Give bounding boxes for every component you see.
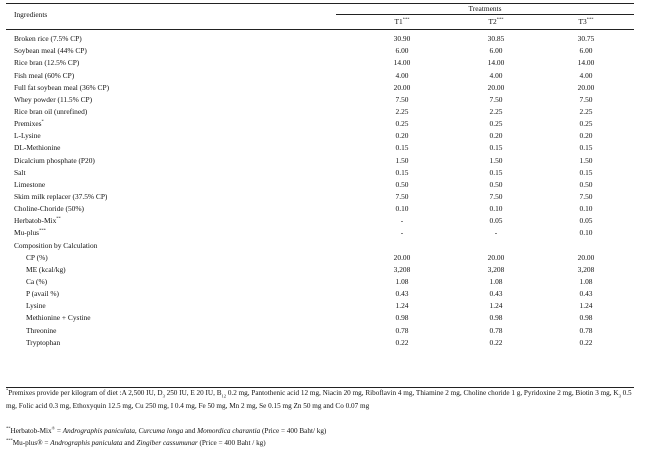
ingredient-name: Fish meal (60% CP)	[14, 70, 75, 80]
value-t2: 1.08	[489, 277, 503, 286]
footnote-premix: *Premixes provide per kilogram of diet :A 2,500 IU, $D_3$ 250 IU, E 20 IU, $B_{12}$ 0.2 mg, Pantothenic acid 12 mg, Niacin 20 mg, Riboflavin 4 mg, Thiamine 2 mg, Choline choride 1 g, Pyridoxine 2 mg, Biotin 3 mg, $K_3$ 0.5 mg, Folic acid 0.3 mg, Ethoxyquin 12.5 mg, Cu 250 mg, I 0.4 mg, Fe 50 mg, Mn 2 mg, Se 0.15 mg Zn 50 mg and Co 0.07 mg	[6, 387, 632, 410]
value-t2: 3,208	[487, 264, 505, 274]
value-t3: 0.05	[579, 216, 593, 226]
table-row	[6, 95, 634, 105]
footnote-mark: *	[41, 118, 44, 124]
nutrient-name: Lysine	[26, 301, 46, 311]
value-t1: -	[400, 228, 404, 238]
treatments-header: Treatments	[468, 4, 502, 13]
value-t1: 20.00	[393, 252, 411, 262]
value-t2: 0.15	[489, 143, 503, 153]
composition-title: Composition by Calculation	[14, 240, 98, 250]
value-t3: 0.10	[579, 228, 593, 238]
value-t1: 20.00	[393, 82, 411, 92]
ingredient-name: Premixes*	[14, 118, 44, 128]
value-t1: 6.00	[395, 46, 409, 56]
ingredient-name: Choline-Choride (50%)	[14, 204, 84, 214]
value-t3: 14.00	[577, 58, 595, 68]
value-t3: 0.43	[579, 289, 593, 299]
table-row	[6, 58, 634, 68]
value-t2: 0.25	[489, 119, 503, 128]
value-t2: 20.00	[487, 252, 505, 262]
nutrient-name: Methionine + Cystine	[26, 313, 91, 323]
value-t1: 2.25	[395, 106, 409, 116]
value-t1: 0.98	[395, 313, 409, 323]
ingredient-name: DL-Methionine	[14, 143, 61, 153]
table-row	[6, 253, 634, 263]
value-t2: 4.00	[489, 70, 503, 80]
table-row	[6, 289, 634, 299]
value-t1: -	[400, 216, 404, 226]
value-t3: 7.50	[579, 94, 593, 104]
value-t2: 0.20	[489, 131, 503, 141]
footnote-herbatob: **Herbatob-Mix® = Andrographis paniculata, Curcuma longa and Momordica charantia (Price = 400 Baht/ kg)	[6, 425, 327, 435]
table-row	[6, 180, 634, 190]
column-header-t3: T3***	[578, 16, 594, 26]
ingredient-name: Skim milk replacer (37.5% CP)	[14, 192, 108, 201]
nutrient-name: Threonine	[26, 325, 57, 335]
footnote-muplus: ***Mu-plus® = Andrographis paniculata and Zingiber cassumunar (Price = 400 Baht / kg)	[6, 437, 266, 447]
value-t2: 0.50	[489, 179, 503, 189]
value-t1: 3,208	[393, 264, 411, 274]
value-t2: 7.50	[489, 94, 503, 104]
value-t3: 6.00	[579, 46, 593, 56]
value-t1: 0.78	[395, 325, 409, 335]
value-t3: 0.15	[579, 143, 593, 153]
table-row	[6, 168, 634, 178]
value-t3: 1.08	[579, 277, 593, 286]
value-t1: 0.25	[395, 119, 409, 128]
value-t2: 0.98	[489, 313, 503, 323]
value-t3: 1.24	[579, 301, 593, 311]
table-row	[6, 228, 634, 238]
value-t1: 0.50	[395, 179, 409, 189]
value-t2: 7.50	[489, 192, 503, 201]
value-t1: 0.43	[395, 289, 409, 299]
value-t2: -	[494, 228, 498, 238]
table-row	[6, 192, 634, 202]
ingredient-name: Mu-plus***	[14, 227, 46, 238]
table-row	[6, 301, 634, 311]
value-t2: 20.00	[487, 82, 505, 92]
value-t2: 0.43	[489, 289, 503, 299]
nutrient-name: P (avail %)	[26, 289, 59, 299]
value-t3: 0.78	[579, 325, 593, 335]
composition-title-row	[6, 241, 634, 251]
footnote-mark: **	[56, 215, 61, 221]
value-t3: 0.20	[579, 131, 593, 141]
table-row	[6, 326, 634, 336]
ingredient-name: Herbatob-Mix**	[14, 215, 61, 226]
table-row	[6, 107, 634, 117]
value-t3: 0.15	[579, 167, 593, 177]
ingredients-header: Ingredients	[14, 10, 48, 19]
value-t3: 0.98	[579, 313, 593, 323]
ingredient-name: Rice bran (12.5% CP)	[14, 58, 80, 68]
table-row	[6, 71, 634, 81]
value-t1: 30.90	[393, 34, 411, 43]
value-t2: 0.78	[489, 325, 503, 335]
value-t2: 6.00	[489, 46, 503, 56]
table-row	[6, 143, 634, 153]
value-t2: 0.05	[489, 216, 503, 226]
table-row	[6, 313, 634, 323]
nutrient-name: ME (kcal/kg)	[26, 264, 66, 274]
value-t3: 0.22	[579, 337, 593, 347]
value-t3: 2.25	[579, 106, 593, 116]
table-row	[6, 204, 634, 214]
table-row	[6, 131, 634, 141]
value-t3: 20.00	[577, 82, 595, 92]
ingredient-name: L-Lysine	[14, 131, 41, 141]
value-t2: 14.00	[487, 58, 505, 68]
ingredient-name: Dicalcium phosphate (P20)	[14, 155, 95, 165]
nutrient-name: CP (%)	[26, 252, 48, 262]
table-row	[6, 83, 634, 93]
value-t3: 3,208	[577, 264, 595, 274]
value-t1: 0.20	[395, 131, 409, 141]
column-header-t1: T1***	[394, 16, 410, 26]
value-t1: 1.50	[395, 155, 409, 165]
table-row	[6, 46, 634, 56]
table-row	[6, 119, 634, 129]
table-row	[6, 277, 634, 287]
value-t1: 4.00	[395, 70, 409, 80]
value-t3: 1.50	[579, 155, 593, 165]
value-t2: 30.85	[487, 34, 505, 43]
treatments-underline	[336, 14, 634, 15]
nutrient-name: Tryptophan	[26, 337, 61, 347]
value-t1: 0.15	[395, 143, 409, 153]
table-row	[6, 156, 634, 166]
value-t2: 2.25	[489, 106, 503, 116]
value-t2: 0.15	[489, 167, 503, 177]
value-t1: 1.08	[395, 277, 409, 286]
value-t1: 0.22	[395, 337, 409, 347]
value-t2: 0.10	[489, 204, 503, 214]
value-t3: 0.10	[579, 204, 593, 214]
value-t3: 0.25	[579, 119, 593, 128]
footnote-mark: ***	[39, 227, 46, 233]
value-t1: 1.24	[395, 301, 409, 311]
value-t3: 20.00	[577, 252, 595, 262]
ingredient-name: Rice bran oil (unrefined)	[14, 106, 88, 116]
table-row	[6, 34, 634, 44]
value-t2: 0.22	[489, 337, 503, 347]
ingredient-name: Full fat soybean meal (36% CP)	[14, 82, 110, 92]
value-t2: 1.50	[489, 155, 503, 165]
value-t1: 0.10	[395, 204, 409, 214]
ingredient-name: Whey powder (11.5% CP)	[14, 94, 93, 104]
ingredient-name: Broken rice (7.5% CP)	[14, 34, 82, 43]
value-t1: 7.50	[395, 192, 409, 201]
value-t1: 7.50	[395, 94, 409, 104]
header-bottom-rule	[6, 29, 634, 30]
ingredient-name: Salt	[14, 167, 26, 177]
table-row	[6, 216, 634, 226]
ingredient-name: Limestone	[14, 179, 46, 189]
table-row	[6, 265, 634, 275]
value-t3: 0.50	[579, 179, 593, 189]
value-t1: 14.00	[393, 58, 411, 68]
value-t3: 7.50	[579, 192, 593, 201]
value-t1: 0.15	[395, 167, 409, 177]
value-t3: 4.00	[579, 70, 593, 80]
nutrient-name: Ca (%)	[26, 277, 48, 286]
table-row	[6, 338, 634, 348]
value-t3: 30.75	[577, 34, 595, 43]
value-t2: 1.24	[489, 301, 503, 311]
column-header-t2: T2***	[488, 16, 504, 26]
ingredient-name: Soybean meal (44% CP)	[14, 46, 87, 56]
